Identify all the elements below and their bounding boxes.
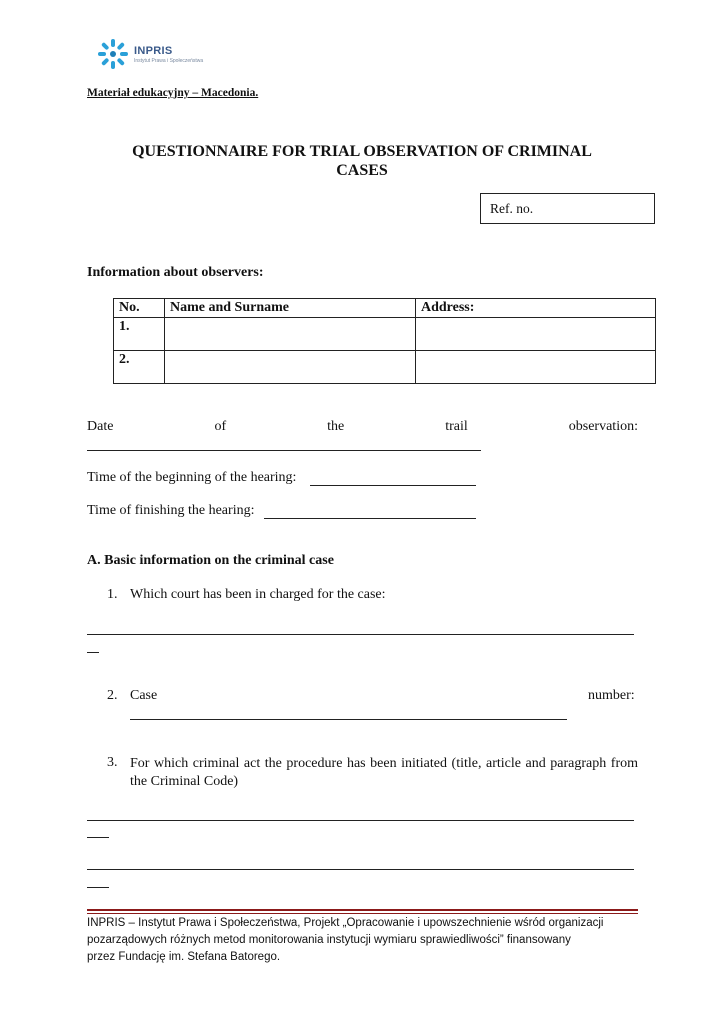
name-cell[interactable] <box>165 318 416 351</box>
question-2-number-label: number: <box>588 688 635 703</box>
footer-rule-thin <box>87 913 638 914</box>
question-1-text: Which court has been in charged for the case: <box>130 587 386 602</box>
question-3-number: 3. <box>107 755 118 770</box>
date-blank-line[interactable] <box>87 450 481 451</box>
time-begin-label: Time of the beginning of the hearing: <box>87 470 297 485</box>
question-2-answer-line[interactable] <box>130 719 567 720</box>
address-cell[interactable] <box>416 318 656 351</box>
date-label <box>87 419 638 435</box>
material-label: Materiał edukacyjny – Macedonia. <box>87 87 259 99</box>
question-1-answer-line[interactable] <box>87 634 634 635</box>
logo-subtitle: Instytut Prawa i Społeczeństwa <box>134 57 204 64</box>
logo-name: INPRIS <box>134 44 173 57</box>
time-begin-blank-line[interactable] <box>310 485 476 486</box>
address-cell[interactable] <box>416 351 656 384</box>
footer-text <box>87 915 647 966</box>
date-word: of <box>214 419 227 434</box>
name-cell[interactable] <box>165 351 416 384</box>
observers-heading: Information about observers: <box>87 265 264 280</box>
col-no-header: No. <box>114 299 165 318</box>
title-line-2: CASES <box>336 162 388 179</box>
section-a-heading: A. Basic information on the criminal case <box>87 553 334 568</box>
question-2-case-label: Case <box>130 688 158 703</box>
row-number: 1. <box>114 318 165 351</box>
question-1-number: 1. <box>107 587 118 602</box>
footer-line-3: przez Fundację im. Stefana Batorego. <box>87 951 281 963</box>
footer-rule <box>87 909 638 911</box>
table-row <box>114 351 656 384</box>
date-word: observation: <box>568 419 638 434</box>
question-2-number: 2. <box>107 688 118 703</box>
row-number: 2. <box>114 351 165 384</box>
date-word: the <box>327 419 345 434</box>
question-3-answer-line-end[interactable] <box>87 837 109 838</box>
footer-line-2: pozarządowych różnych metod monitorowania instytucji wymiaru sprawiedliwości” finansowany <box>87 934 571 946</box>
question-3-text: For which criminal act the procedure has been initiated (title, article and paragraph from the Criminal Code) <box>130 756 638 789</box>
question-3-answer-line[interactable] <box>87 820 634 821</box>
table-header-row <box>114 299 656 318</box>
time-finish-blank-line[interactable] <box>264 518 476 519</box>
observers-table <box>113 298 656 384</box>
title-line-1: QUESTIONNAIRE FOR TRIAL OBSERVATION OF CRIMINAL <box>132 143 592 160</box>
date-word: Date <box>87 419 114 434</box>
inpris-logo-icon <box>96 37 130 71</box>
col-address-header: Address: <box>416 299 656 318</box>
table-row <box>114 318 656 351</box>
ref-no-box[interactable] <box>480 193 655 224</box>
question-3-answer-line[interactable] <box>87 869 634 870</box>
ref-no-label: Ref. no. <box>490 201 534 216</box>
footer-line-1: INPRIS – Instytut Prawa i Społeczeństwa, Projekt „Opracowanie i upowszechnienie wśród organizacji <box>87 917 604 929</box>
document-title <box>100 142 624 180</box>
time-finish-label: Time of finishing the hearing: <box>87 503 255 518</box>
col-name-header: Name and Surname <box>165 299 416 318</box>
inpris-logo <box>96 36 216 72</box>
date-word: trail <box>445 419 468 434</box>
question-1-answer-line-end[interactable] <box>87 652 99 653</box>
question-3-answer-line-end[interactable] <box>87 887 109 888</box>
